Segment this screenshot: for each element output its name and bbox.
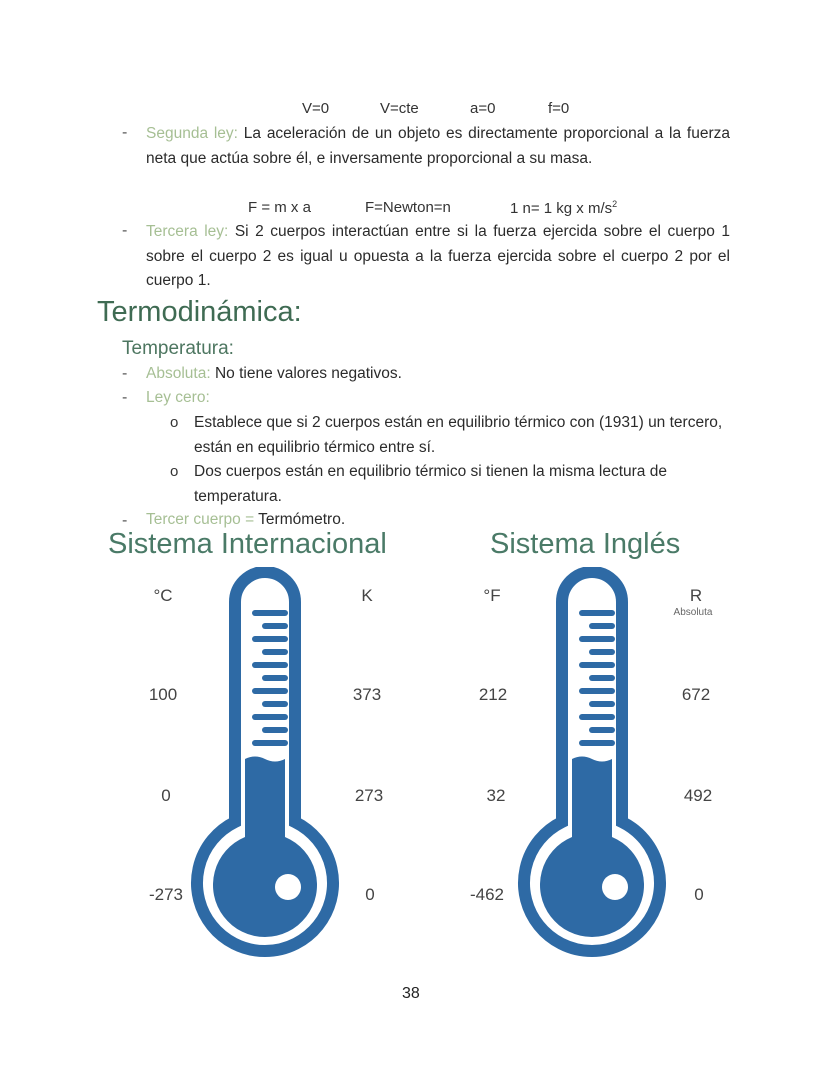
page-number: 38	[402, 985, 420, 1002]
sistema-ingles-title: Sistema Inglés	[490, 528, 681, 560]
equation-vcte: V=cte	[380, 100, 419, 117]
ley-cero-label: Ley cero:	[146, 389, 210, 406]
rankine-note: Absoluta	[673, 607, 713, 618]
bullet-dash: -	[122, 365, 128, 382]
thermometer-icon	[190, 567, 340, 972]
equation-v0: V=0	[302, 100, 330, 117]
rankine-value: 672	[681, 685, 711, 704]
fahrenheit-value: 212	[478, 685, 508, 704]
bullet-dash: -	[122, 124, 128, 141]
section-title: Termodinámica:	[97, 296, 302, 328]
absoluta-label: Absoluta:	[146, 365, 211, 382]
celsius-value: 100	[148, 685, 178, 704]
fahrenheit-value: -462	[469, 885, 505, 904]
absoluta-text: No tiene valores negativos.	[214, 365, 402, 382]
celsius-value: -273	[148, 885, 184, 904]
sub-bullet: o	[170, 463, 179, 480]
rankine-unit-label: R	[689, 586, 703, 605]
ley-cero-point-2: Dos cuerpos están en equilibrio térmico si tienen la misma lectura de temperatura.	[194, 463, 667, 505]
thermometer-icon	[517, 567, 667, 972]
rankine-value: 0	[694, 885, 704, 904]
kelvin-value: 0	[365, 885, 375, 904]
bullet-dash: -	[122, 389, 128, 406]
formula-unit-sup: 2	[612, 199, 618, 209]
segunda-ley-label: Segunda ley:	[146, 125, 238, 142]
subsection-title: Temperatura:	[122, 338, 234, 359]
tercer-cuerpo-label: Tercer cuerpo =	[146, 511, 255, 528]
formula-newton: F=Newton=n	[365, 199, 451, 216]
tercera-ley-paragraph	[146, 220, 730, 294]
bullet-dash: -	[122, 222, 128, 239]
rankine-value: 492	[683, 786, 713, 805]
kelvin-unit-label: K	[361, 586, 373, 605]
celsius-value: 0	[161, 786, 171, 805]
kelvin-value: 373	[352, 685, 382, 704]
tercer-cuerpo-item	[146, 511, 345, 529]
sub-bullet: o	[170, 414, 179, 431]
thermometer-outline	[524, 572, 660, 951]
thermometer-outline	[197, 572, 333, 951]
equation-f0: f=0	[548, 100, 570, 117]
ley-cero-point-1: Establece que si 2 cuerpos están en equilibrio térmico con (1931) un tercero, están en equilibrio térmico entre sí.	[194, 414, 723, 456]
segunda-ley-paragraph	[146, 122, 730, 171]
fahrenheit-value: 32	[486, 786, 506, 805]
bullet-dash: -	[122, 512, 128, 529]
formula-fma: F = m x a	[248, 199, 311, 216]
formula-unit	[510, 199, 617, 217]
equation-a0: a=0	[470, 100, 496, 117]
segunda-ley-text: La aceleración de un objeto es directamente proporcional a la fuerza neta que actúa sobre él, e inversamente proporcional a su masa.	[146, 125, 730, 167]
tercera-ley-label: Tercera ley:	[146, 223, 229, 240]
kelvin-value: 273	[354, 786, 384, 805]
fahrenheit-unit-label: °F	[483, 586, 501, 605]
tercer-cuerpo-text: Termómetro.	[258, 511, 346, 528]
tercera-ley-text: Si 2 cuerpos interactúan entre si la fuerza ejercida sobre el cuerpo 1 sobre el cuerpo 2 es igual u opuesta a la fuerza ejercida sobre el cuerpo 2 por el cuerpo 1.	[146, 223, 730, 289]
absoluta-item	[146, 365, 402, 383]
sistema-internacional-title: Sistema Internacional	[108, 528, 387, 560]
formula-unit-text: 1 n= 1 kg x m/s	[510, 200, 613, 217]
celsius-unit-label: °C	[153, 586, 173, 605]
